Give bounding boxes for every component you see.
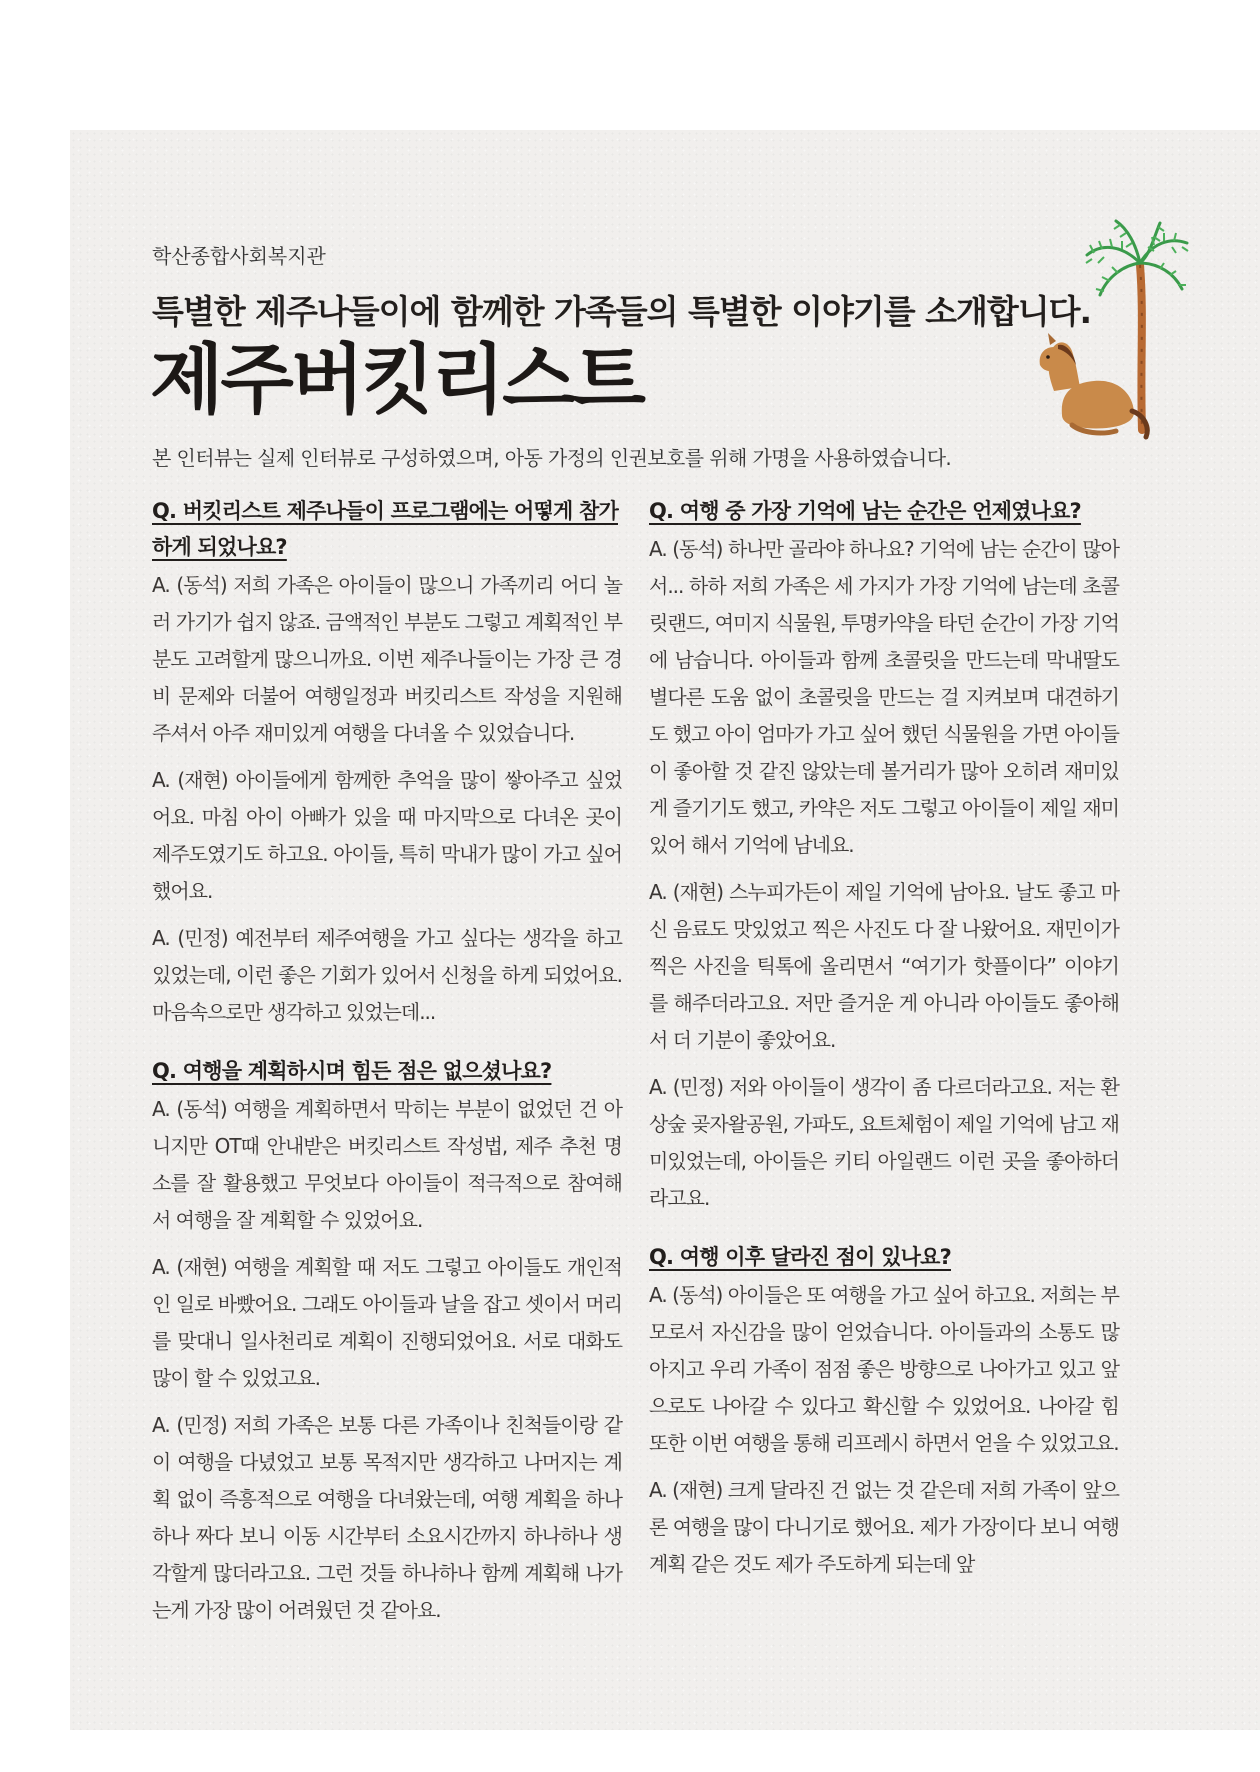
answer: A. (재현) 여행을 계획할 때 저도 그렇고 아이들도 개인적인 일로 바빴어요. 그래도 아이들과 날을 잡고 셋이서 머리를 맞대니 일사천리로 계획이 진행되었어요. 서로 대화도 많이 할 수 있었고요. xyxy=(152,1255,622,1390)
answer: A. (동석) 하나만 골라야 하나요? 기억에 남는 순간이 많아서... 하하 저희 가족은 세 가지가 가장 기억에 남는데 초콜릿랜드, 여미지 식물원, 투명카약을 타던 순간이 가장 기억에 남습니다. 아이들과 함께 초콜릿을 만드는데 막내딸도 별다른 도움 없이 초콜릿을 만드는 걸 지켜보며 대견하기도 했고 아이 엄마가 가고 싶어 했던 식물원을 가면 아이들이 좋아할 것 같진 않았는데 볼거리가 많아 오히려 재미있게 즐기기도 했고, 카약은 저도 그렇고 아이들이 제일 재미있어 해서 기억에 남네요. xyxy=(649,537,1119,857)
qa-section xyxy=(649,493,1119,1217)
answer: A. (민정) 저와 아이들이 생각이 좀 다르더라고요. 저는 환상숲 곶자왈공원, 가파도, 요트체험이 제일 기억에 남고 재미있었는데, 아이들은 키티 아일랜드 이런 곳을 좋아하더라고요. xyxy=(649,1075,1119,1210)
qa-section xyxy=(152,1053,622,1629)
organization-name: 학산종합사회복지관 xyxy=(152,244,326,268)
palm-tree-horse-illustration xyxy=(1032,215,1192,445)
paper-background xyxy=(70,130,1260,1730)
question: Q. 버킷리스트 제주나들이 프로그램에는 어떻게 참가하게 되었나요? xyxy=(152,499,618,559)
question: Q. 여행 중 가장 기억에 남는 순간은 언제였나요? xyxy=(649,499,1081,523)
page-title: 제주버킷리스트 xyxy=(150,335,643,424)
headline: 특별한 제주나들이에 함께한 가족들의 특별한 이야기를 소개합니다. xyxy=(152,292,1092,331)
answer: A. (동석) 저희 가족은 아이들이 많으니 가족끼리 어디 놀러 가기가 쉽지 않죠. 금액적인 부분도 그렇고 계획적인 부분도 고려할게 많으니까요. 이번 제주나들이는 가장 큰 경비 문제와 더불어 여행일정과 버킷리스트 작성을 지원해 주셔서 아주 재미있게 여행을 다녀올 수 있었습니다. xyxy=(152,573,622,745)
qa-section xyxy=(649,1239,1119,1583)
qa-section xyxy=(152,493,622,1031)
intro-text: 본 인터뷰는 실제 인터뷰로 구성하였으며, 아동 가정의 인권보호를 위해 가명을 사용하였습니다. xyxy=(152,446,952,470)
right-column xyxy=(649,493,1119,1605)
answer: A. (재현) 아이들에게 함께한 추억을 많이 쌓아주고 싶었어요. 마침 아이 아빠가 있을 때 마지막으로 다녀온 곳이 제주도였기도 하고요. 아이들, 특히 막내가 많이 가고 싶어 했어요. xyxy=(152,768,622,903)
answer: A. (민정) 예전부터 제주여행을 가고 싶다는 생각을 하고 있었는데, 이런 좋은 기회가 있어서 신청을 하게 되었어요. 마음속으로만 생각하고 있었는데... xyxy=(152,926,622,1024)
answer: A. (재현) 스누피가든이 제일 기억에 남아요. 날도 좋고 마신 음료도 맛있었고 찍은 사진도 다 잘 나왔어요. 재민이가 찍은 사진을 틱톡에 올리면서 “여기가 핫플이다” 이야기를 해주더라고요. 저만 즐거운 게 아니라 아이들도 좋아해서 더 기분이 좋았어요. xyxy=(649,880,1119,1052)
left-column xyxy=(152,493,622,1651)
answer: A. (동석) 아이들은 또 여행을 가고 싶어 하고요. 저희는 부모로서 자신감을 많이 얻었습니다. 아이들과의 소통도 많아지고 우리 가족이 점점 좋은 방향으로 나아가고 있고 앞으로도 나아갈 수 있다고 확신할 수 있었어요. 나아갈 힘 또한 이번 여행을 통해 리프레시 하면서 얻을 수 있었고요. xyxy=(649,1283,1119,1455)
question: Q. 여행 이후 달라진 점이 있나요? xyxy=(649,1245,951,1269)
answer: A. (민정) 저희 가족은 보통 다른 가족이나 친척들이랑 같이 여행을 다녔었고 보통 목적지만 생각하고 나머지는 계획 없이 즉흥적으로 여행을 다녀왔는데, 여행 계획을 하나하나 짜다 보니 이동 시간부터 소요시간까지 하나하나 생각할게 많더라고요. 그런 것들 하나하나 함께 계획해 나가는게 가장 많이 어려웠던 것 같아요. xyxy=(152,1413,622,1622)
question: Q. 여행을 계획하시며 힘든 점은 없으셨나요? xyxy=(152,1059,552,1083)
answer: A. (동석) 여행을 계획하면서 막히는 부분이 없었던 건 아니지만 OT때 안내받은 버킷리스트 작성법, 제주 추천 명소를 잘 활용했고 무엇보다 아이들이 적극적으로 참여해서 여행을 잘 계획할 수 있었어요. xyxy=(152,1097,622,1232)
answer: A. (재현) 크게 달라진 건 없는 것 같은데 저희 가족이 앞으론 여행을 많이 다니기로 했어요. 제가 가장이다 보니 여행 계획 같은 것도 제가 주도하게 되는데 앞 xyxy=(649,1478,1119,1576)
